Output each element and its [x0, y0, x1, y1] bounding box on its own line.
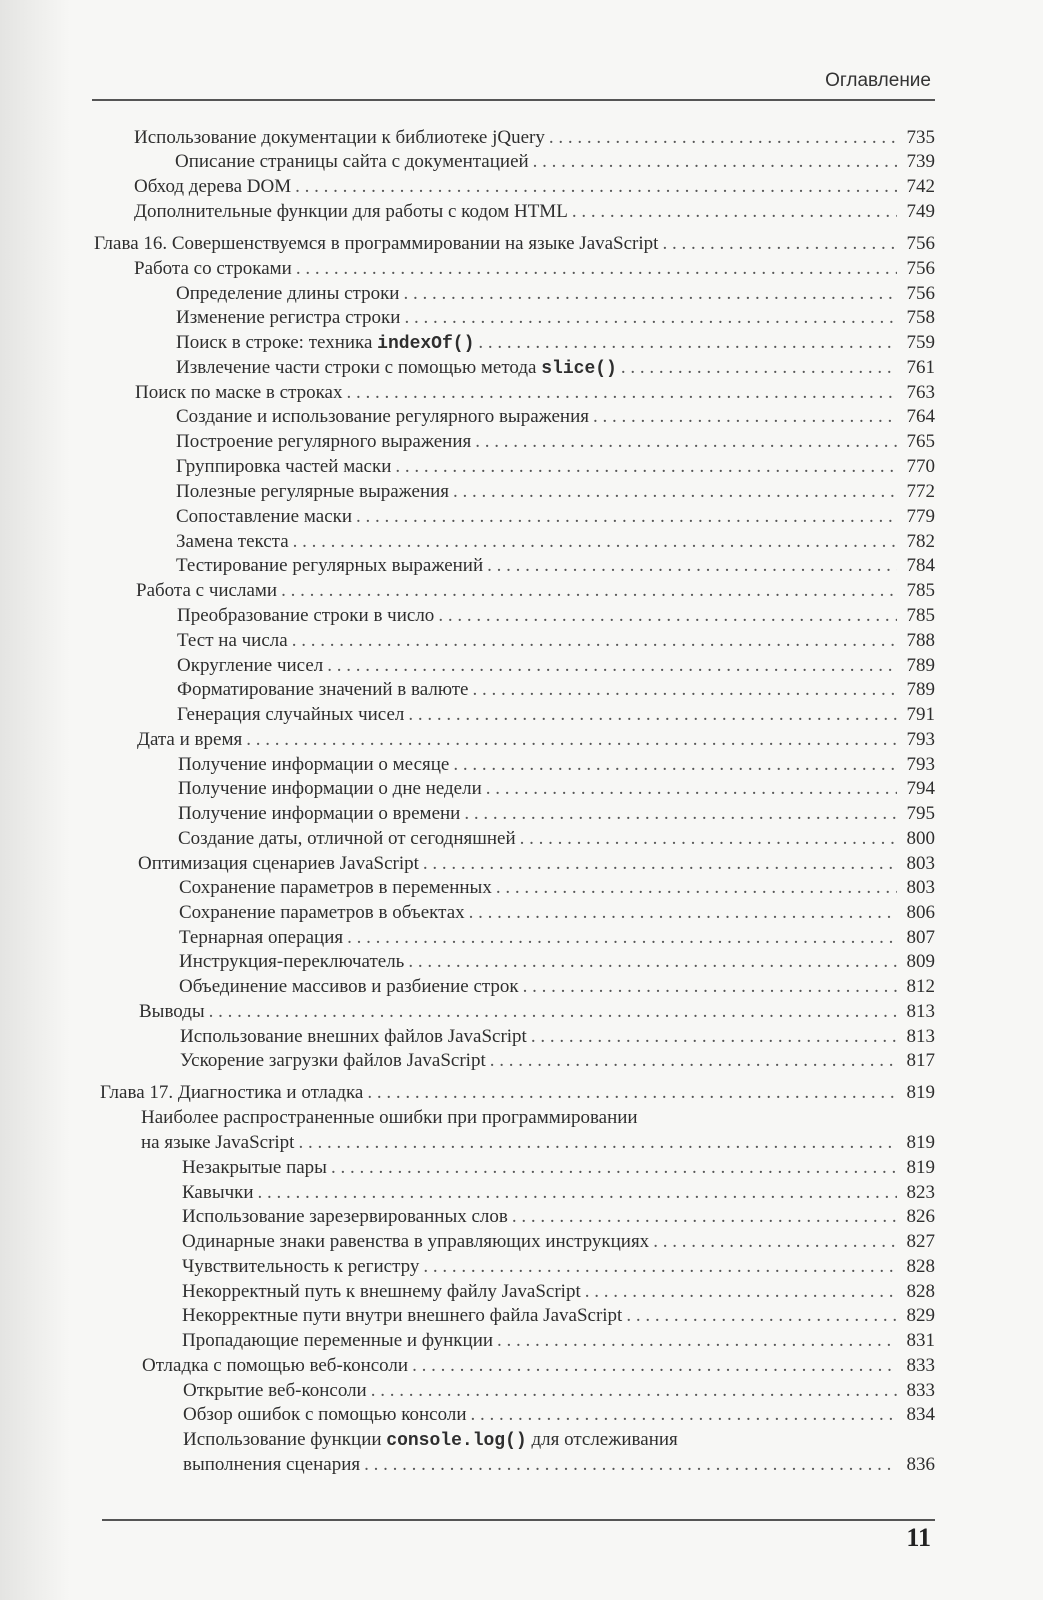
toc-entry-title: Кавычки: [182, 1182, 254, 1203]
toc-entry-page: 793: [906, 729, 935, 750]
toc-leader-dots: [621, 356, 897, 380]
toc-entry-page: 779: [906, 506, 935, 527]
toc-leader-dots: [281, 579, 897, 603]
toc-entry[interactable]: [176, 530, 935, 554]
toc-leader-dots: [520, 827, 897, 851]
toc-entry[interactable]: [183, 1403, 935, 1427]
toc-leader-dots: [533, 150, 897, 174]
toc-entry-title: Некорректный путь к внешнему файлу JavaScript: [182, 1281, 581, 1302]
toc-entry-title: Сохранение параметров в объектах: [179, 902, 465, 923]
toc-leader-dots: [423, 1255, 897, 1279]
toc-entry-page: 828: [906, 1281, 935, 1302]
toc-entry-title: Тернарная операция: [179, 927, 344, 948]
toc-entry-title: Пропадающие переменные и функции: [182, 1330, 494, 1351]
toc-entry-page: 749: [906, 201, 935, 222]
toc-entry[interactable]: [179, 926, 935, 950]
toc-entry[interactable]: [183, 1453, 935, 1477]
toc-entry-title: Работа с числами: [136, 580, 278, 601]
toc-entry-page: 829: [906, 1305, 935, 1326]
code-indexof: indexOf(): [377, 334, 475, 354]
toc-leader-dots: [531, 1025, 897, 1049]
toc-leader-dots: [490, 1049, 897, 1073]
toc-entry-title: Использование документации к библиотеке jQuery: [134, 127, 545, 148]
toc-leader-dots: [549, 126, 897, 150]
toc-entry-page: 756: [906, 233, 935, 254]
toc-entry-title: выполнения сценария: [183, 1454, 361, 1475]
toc-leader-dots: [512, 1205, 897, 1229]
toc-entry-page: 806: [906, 902, 935, 923]
toc-leader-dots: [464, 802, 897, 826]
toc-entry-page: 759: [906, 332, 935, 353]
toc-entry-title: Некорректные пути внутри внешнего файла JavaScript: [182, 1305, 623, 1326]
toc-entry-page: 828: [906, 1256, 935, 1277]
toc-entry[interactable]: [176, 554, 935, 578]
toc-entry-title: Отладка с помощью веб-консоли: [142, 1355, 409, 1376]
toc-leader-dots: [404, 306, 897, 330]
toc-entry-page: 834: [906, 1404, 935, 1425]
toc-entry-title: Инструкция-переключатель: [179, 951, 405, 972]
toc-entry-title: Обход дерева DOM: [134, 176, 292, 197]
toc-leader-dots: [471, 1403, 898, 1427]
toc-entry[interactable]: [134, 200, 935, 224]
toc-entry-title: Получение информации о времени: [178, 803, 461, 824]
toc-entry-title: Замена текста: [176, 531, 289, 552]
toc-entry-page: 812: [906, 976, 935, 997]
toc-entry-page: 836: [906, 1454, 935, 1475]
toc-leader-dots: [347, 926, 897, 950]
toc-entry-title: Незакрытые пары: [182, 1157, 327, 1178]
toc-leader-dots: [258, 1181, 897, 1205]
toc-entry-page: 803: [906, 877, 935, 898]
toc-entry-page: 819: [906, 1157, 935, 1178]
toc-entry-title: Изменение регистра строки: [176, 307, 401, 328]
toc-entry-page: 788: [906, 630, 935, 651]
toc-entry-page: 819: [906, 1082, 935, 1103]
toc-leader-dots: [478, 331, 897, 355]
toc-entry-title: Построение регулярного выражения: [176, 431, 472, 452]
toc-entry-page: 819: [906, 1132, 935, 1153]
toc-entry[interactable]: [177, 629, 935, 653]
toc-entry-title: Описание страницы сайта с документацией: [175, 151, 529, 172]
toc-leader-dots: [423, 852, 897, 876]
toc-entry-title: Дополнительные функции для работы с кодом HTML: [134, 201, 568, 222]
toc-entry[interactable]: [179, 876, 935, 900]
toc-leader-dots: [295, 175, 897, 199]
toc-entry[interactable]: [178, 802, 935, 826]
toc-entry-title: Одинарные знаки равенства в управляющих инструкциях: [182, 1231, 650, 1252]
toc-leader-dots: [408, 703, 897, 727]
toc-leader-dots: [453, 753, 897, 777]
toc-entry[interactable]: [176, 331, 935, 356]
toc-entry[interactable]: [176, 480, 935, 504]
toc-leader-dots: [487, 554, 897, 578]
toc-entry-title-line1: Наиболее распространенные ошибки при программировании: [141, 1107, 638, 1128]
toc-entry-title: Использование зарезервированных слов: [182, 1206, 508, 1227]
toc-entry-title: Извлечение части строки с помощью метода slice(): [176, 357, 617, 379]
toc-entry-page: 827: [906, 1231, 935, 1252]
toc-entry-page: 795: [906, 803, 935, 824]
page-number: 11: [906, 1523, 931, 1552]
toc-entry[interactable]: [176, 306, 935, 330]
toc-entry-page: 758: [906, 307, 935, 328]
toc-entry-title: Округление чисел: [177, 655, 324, 676]
toc-entry[interactable]: [182, 1304, 935, 1328]
toc-entry-page: 764: [906, 406, 935, 427]
toc-entry-title: Использование внешних файлов JavaScript: [180, 1026, 527, 1047]
toc-entry[interactable]: [177, 678, 935, 702]
toc-leader-dots: [473, 678, 898, 702]
toc-entry-title: Полезные регулярные выражения: [176, 481, 450, 502]
toc-leader-dots: [293, 530, 897, 554]
toc-entry-page: 833: [906, 1355, 935, 1376]
toc-entry-page: 817: [906, 1050, 935, 1071]
toc-entry-page: 831: [906, 1330, 935, 1351]
toc-leader-dots: [662, 232, 897, 256]
toc-leader-dots: [347, 381, 898, 405]
toc-leader-dots: [209, 1000, 897, 1024]
toc-entry-title: Дата и время: [137, 729, 243, 750]
toc-entry-page: 739: [906, 151, 935, 172]
toc-entry[interactable]: [182, 1181, 935, 1205]
toc-leader-dots: [412, 1354, 897, 1378]
toc-entry[interactable]: [176, 430, 935, 454]
toc-entry[interactable]: [182, 1255, 935, 1279]
toc-entry-page: 826: [906, 1206, 935, 1227]
toc-entry[interactable]: [175, 150, 935, 174]
toc-entry-page: 813: [906, 1026, 935, 1047]
toc-entry-page: 756: [906, 283, 935, 304]
toc-entry[interactable]: [139, 1000, 935, 1024]
toc-entry[interactable]: [177, 654, 935, 678]
toc-leader-dots: [486, 777, 897, 801]
footer-rule: [102, 1519, 935, 1521]
toc-entry[interactable]: [134, 257, 935, 281]
toc-entry-title: Создание даты, отличной от сегодняшней: [178, 828, 516, 849]
toc-entry[interactable]: [182, 1156, 935, 1180]
toc-leader-dots: [585, 1280, 897, 1304]
toc-entry[interactable]: [142, 1354, 935, 1378]
toc-entry[interactable]: [179, 975, 935, 999]
code-slice: slice(): [541, 359, 617, 379]
code-console-log: console.log(): [386, 1431, 527, 1451]
toc-entry[interactable]: [176, 505, 935, 529]
toc-entry-page: 803: [906, 853, 935, 874]
toc-leader-dots: [292, 629, 897, 653]
toc-entry[interactable]: [177, 604, 935, 628]
toc-entry-title: Генерация случайных чисел: [177, 704, 405, 725]
toc-entry-title: Открытие веб-консоли: [183, 1380, 367, 1401]
toc-entry[interactable]: [178, 777, 935, 801]
toc-entry-title: Определение длины строки: [176, 283, 400, 304]
toc-entry-title: Создание и использование регулярного выражения: [176, 406, 590, 427]
toc-entry-title: Преобразование строки в число: [177, 605, 435, 626]
toc-leader-dots: [523, 975, 897, 999]
toc-leader-dots: [296, 257, 897, 281]
toc-entry-page: 735: [906, 127, 935, 148]
toc-entry-title-line1: Использование функции console.log() для отслеживания: [183, 1429, 678, 1451]
toc-leader-dots: [475, 430, 897, 454]
toc-leader-dots: [438, 604, 897, 628]
toc-leader-dots: [496, 876, 897, 900]
toc-entry[interactable]: [182, 1230, 935, 1254]
toc-entry-page: 784: [906, 555, 935, 576]
toc-entry-page: 765: [906, 431, 935, 452]
toc-entry-title: Группировка частей маски: [176, 456, 392, 477]
toc-entry[interactable]: [136, 579, 935, 603]
toc-entry-page: 833: [906, 1380, 935, 1401]
toc-entry-page: 794: [906, 778, 935, 799]
toc-entry[interactable]: [178, 827, 935, 851]
toc-leader-dots: [364, 1453, 897, 1477]
toc-leader-dots: [356, 505, 897, 529]
toc-leader-dots: [626, 1304, 897, 1328]
toc-entry-title: Оптимизация сценариев JavaScript: [138, 853, 419, 874]
toc-leader-dots: [453, 480, 897, 504]
toc-entry-title: Глава 16. Совершенствуемся в программировании на языке JavaScript: [94, 233, 659, 254]
toc-entry-page: 807: [906, 927, 935, 948]
toc-chapter-entry[interactable]: [94, 232, 935, 256]
toc-entry-page: 823: [906, 1182, 935, 1203]
toc-leader-dots: [497, 1329, 897, 1353]
running-header: Оглавление: [825, 70, 931, 91]
toc-entry[interactable]: [180, 1049, 935, 1073]
toc-entry-page: 789: [906, 679, 935, 700]
toc-entry[interactable]: [176, 455, 935, 479]
toc-entry[interactable]: [141, 1131, 935, 1155]
toc-entry-title: Получение информации о месяце: [178, 754, 450, 775]
toc-entry[interactable]: [179, 901, 935, 925]
toc-leader-dots: [593, 405, 897, 429]
toc-entry[interactable]: [137, 728, 935, 752]
toc-entry-title: Форматирование значений в валюте: [177, 679, 469, 700]
toc-entry-page: 763: [906, 382, 935, 403]
toc-entry[interactable]: [134, 126, 935, 150]
toc-entry-page: 782: [906, 531, 935, 552]
toc-entry-page: 791: [906, 704, 935, 725]
toc-entry-page: 800: [906, 828, 935, 849]
toc-entry[interactable]: [177, 703, 935, 727]
toc-entry[interactable]: [176, 356, 935, 381]
toc-leader-dots: [408, 950, 897, 974]
toc-entry-title: Тест на числа: [177, 630, 288, 651]
toc-entry-title: Тестирование регулярных выражений: [176, 555, 484, 576]
toc-entry[interactable]: [182, 1329, 935, 1353]
toc-entry-page: 809: [906, 951, 935, 972]
toc-entry-page: 785: [906, 580, 935, 601]
toc-entry-page: 742: [906, 176, 935, 197]
toc-leader-dots: [395, 455, 897, 479]
toc-entry[interactable]: [134, 175, 935, 199]
toc-entry-title: Обзор ошибок с помощью консоли: [183, 1404, 467, 1425]
toc-entry-page: 813: [906, 1001, 935, 1022]
toc-entry[interactable]: [179, 950, 935, 974]
toc-leader-dots: [298, 1131, 897, 1155]
toc-entry-page: 793: [906, 754, 935, 775]
toc-entry[interactable]: [176, 282, 935, 306]
toc-entry-title: Глава 17. Диагностика и отладка: [100, 1082, 364, 1103]
toc-entry[interactable]: [182, 1280, 935, 1304]
toc-entry-title: Сохранение параметров в переменных: [179, 877, 492, 898]
toc-leader-dots: [367, 1081, 897, 1105]
toc-entry-title: на языке JavaScript: [141, 1132, 295, 1153]
toc-entry[interactable]: [183, 1379, 935, 1403]
toc-leader-dots: [371, 1379, 897, 1403]
toc-leader-dots: [572, 200, 897, 224]
toc-entry-page: 772: [906, 481, 935, 502]
toc-entry-page: 789: [906, 655, 935, 676]
toc-leader-dots: [327, 654, 897, 678]
toc-leader-dots: [653, 1230, 897, 1254]
toc-entry-title: Работа со строками: [134, 258, 292, 279]
toc-entry[interactable]: [180, 1025, 935, 1049]
toc-entry-title: Сопоставление маски: [176, 506, 353, 527]
toc-entry-title: Объединение массивов и разбиение строк: [179, 976, 519, 997]
toc-entry[interactable]: [135, 381, 935, 405]
toc-entry-title: Ускорение загрузки файлов JavaScript: [180, 1050, 486, 1071]
toc-entry-page: 761: [906, 357, 935, 378]
toc-leader-dots: [331, 1156, 897, 1180]
toc-entry[interactable]: [182, 1205, 935, 1229]
toc-entry-page: 770: [906, 456, 935, 477]
toc-entry-title: Поиск в строке: техника indexOf(): [176, 332, 475, 354]
toc-leader-dots: [403, 282, 897, 306]
toc-entry-title: Получение информации о дне недели: [178, 778, 482, 799]
toc-entry-title: Чувствительность к регистру: [182, 1256, 420, 1277]
toc-entry-page: 785: [906, 605, 935, 626]
toc-entry[interactable]: [138, 852, 935, 876]
toc-leader-dots: [469, 901, 897, 925]
toc-entry[interactable]: [176, 405, 935, 429]
toc-chapter-entry[interactable]: [100, 1081, 935, 1105]
toc-entry-title: Выводы: [139, 1001, 205, 1022]
toc-entry-title: Поиск по маске в строках: [135, 382, 343, 403]
toc-entry[interactable]: [178, 753, 935, 777]
toc-entry-page: 756: [906, 258, 935, 279]
toc-leader-dots: [246, 728, 897, 752]
